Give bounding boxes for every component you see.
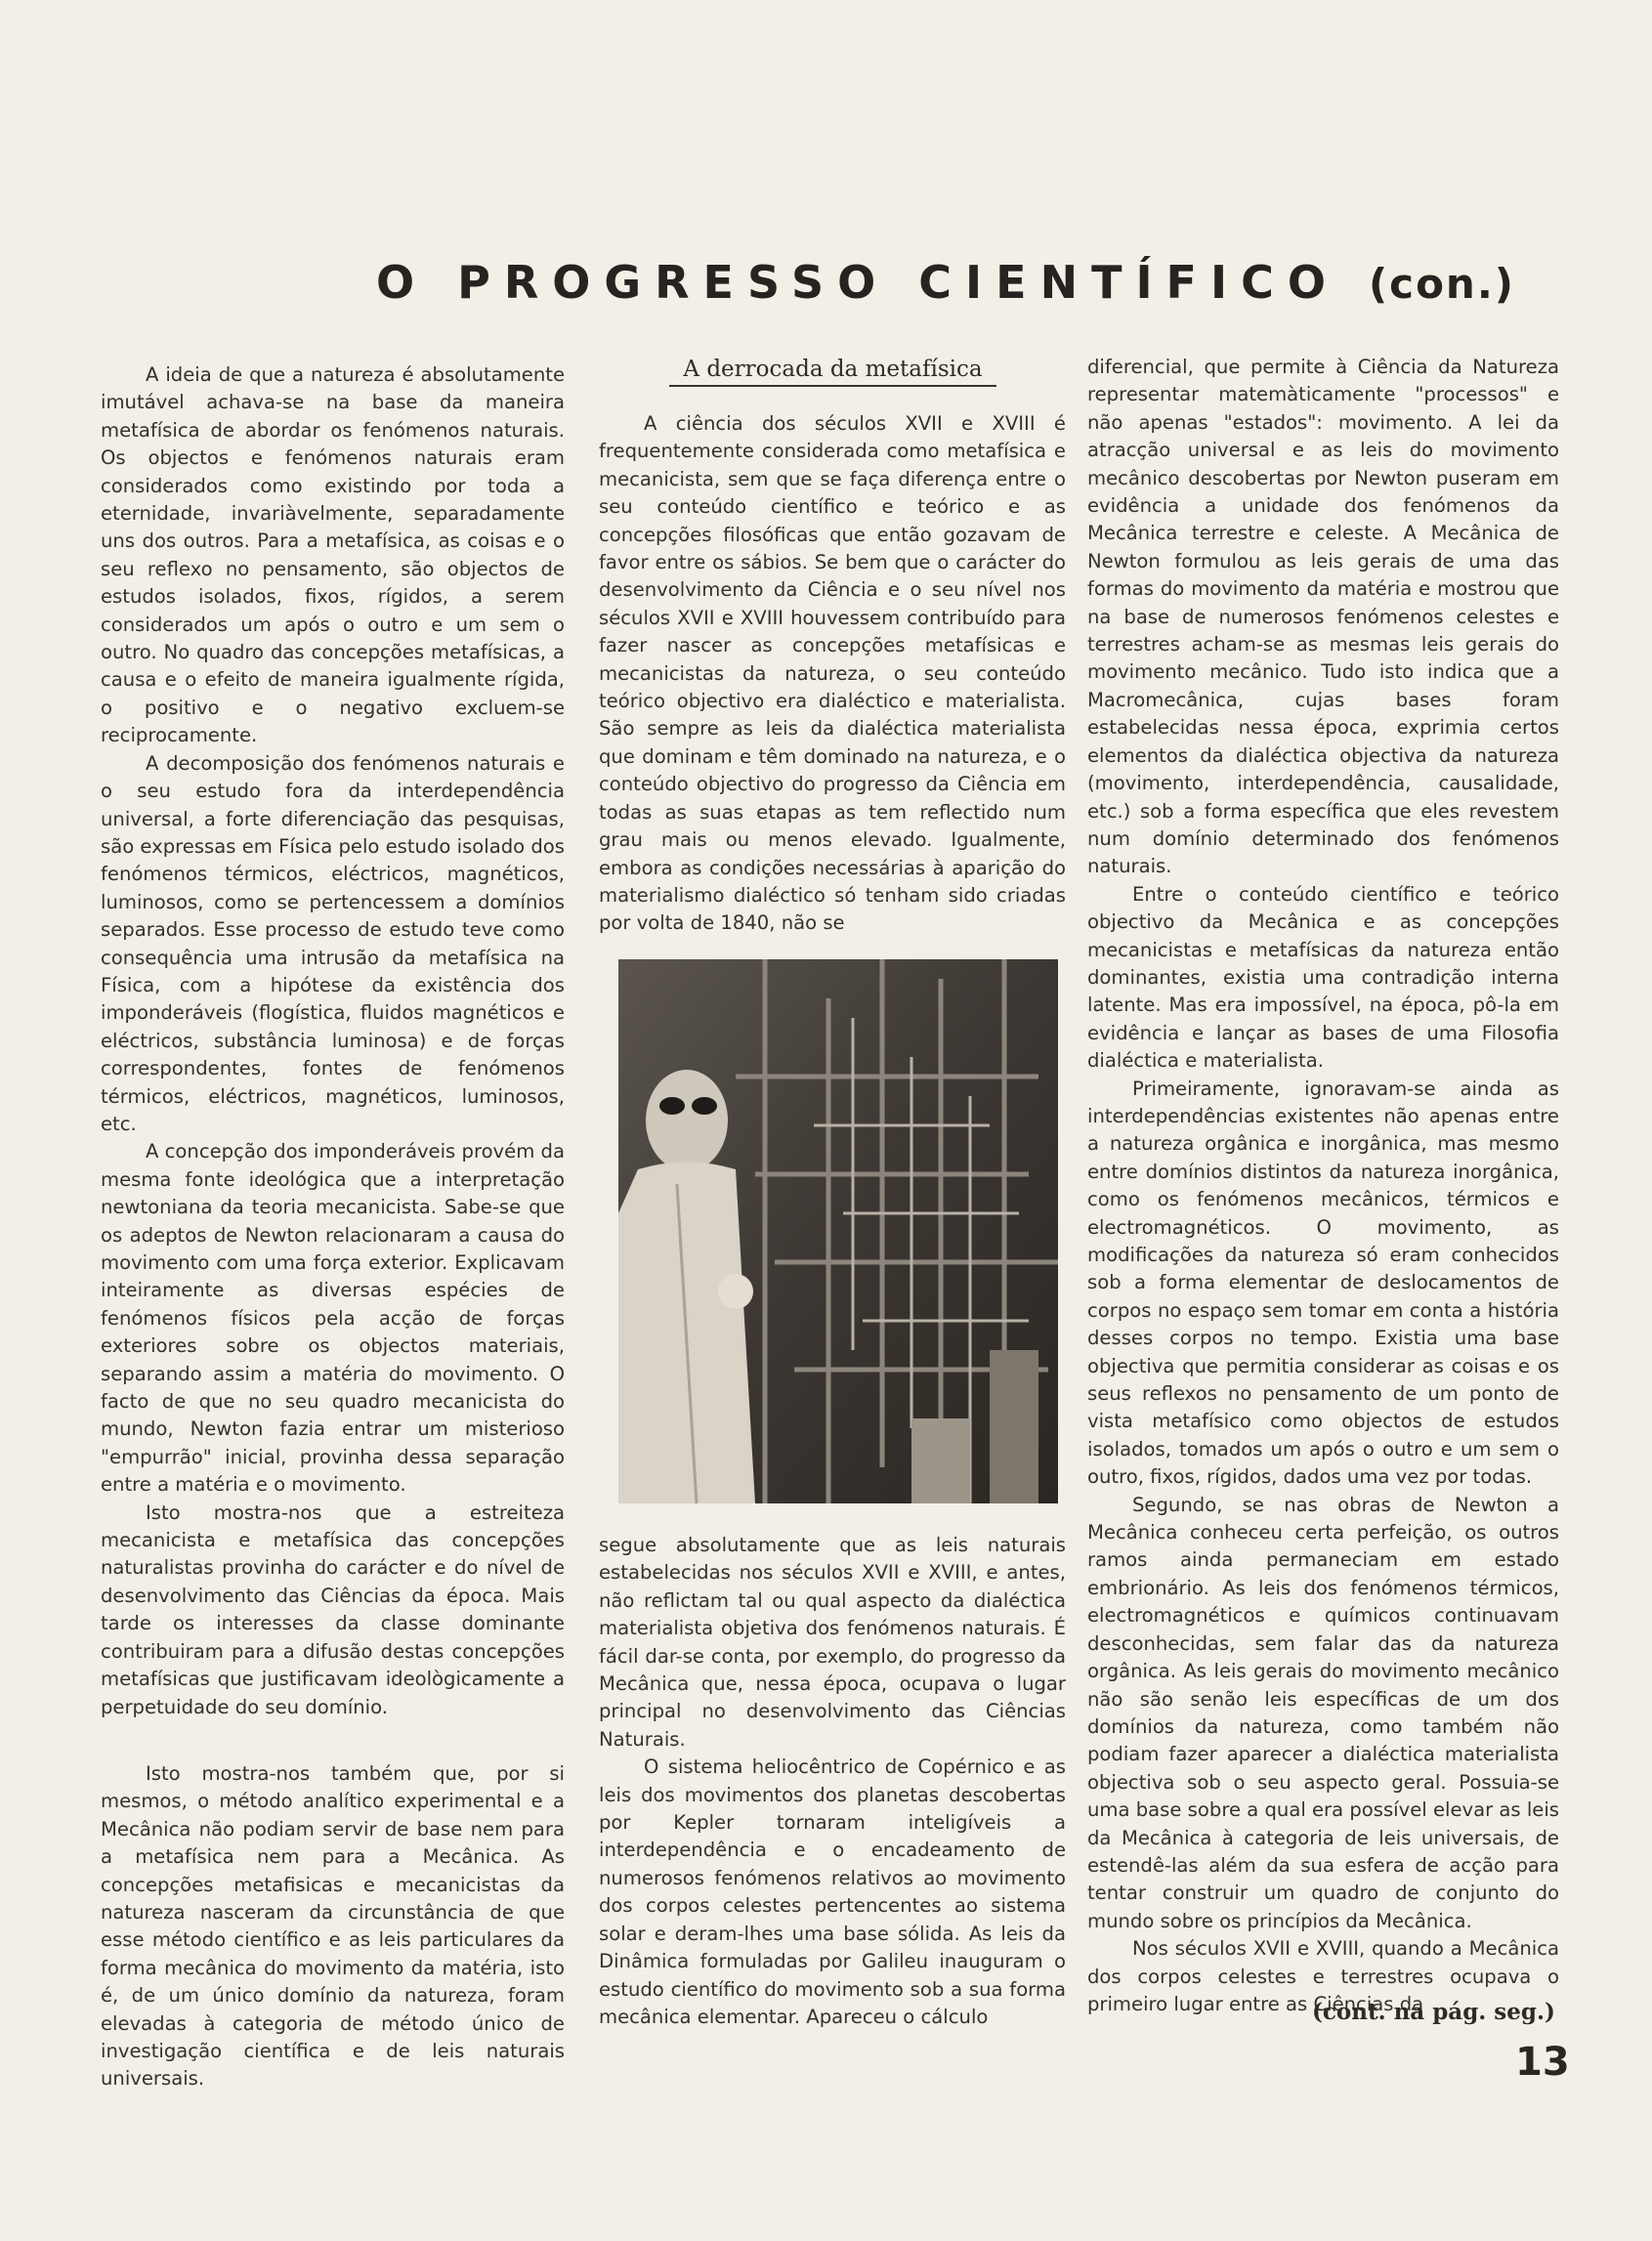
paragraph: Entre o conteúdo científico e teórico objectivo da Mecânica e as concepções mecanicistas e metafísicas da natureza então dominantes, existia uma contradição interna latente. Mas era impossível, na época, pô-la em evidência e lançar as bases de uma Filosofia dialéctica e materialista. <box>1087 882 1559 1073</box>
paragraph: Segundo, se nas obras de Newton a Mecânica conheceu certa perfeição, os outros ramos ainda permaneciam em estado embrionário. As leis dos fenómenos térmicos, electromagnéticos e químicos continuavam desconhecidas, sem falar das da natureza orgânica. As leis gerais do movimento mecânico não são senão leis específicas de um dos domínios da natureza, como também não podiam fazer aparecer a dialéctica materialista objectiva sob o seu aspecto geral. Possuia-se uma base sobre a qual era possível elevar as leis da Mecânica à categoria de leis universais, de estendê-las além da sua esfera de acção para tentar construir um quadro de conjunto do mundo sobre os princípios da Mecânica. <box>1087 1493 1559 1932</box>
paragraph: A concepção dos imponderáveis provém da mesma fonte ideológica que a interpretação newtoniana da teoria mecanicista. Sabe-se que os adeptos de Newton relacionaram a causa do movimento com uma força exterior. Explicavam inteiramente as diversas espécies de fenómenos físicos pela acção de forças exteriores sobre os objectos materiais, separando assim a matéria do movimento. O facto de que no seu quadro mecanicista do mundo, Newton fazia entrar um misterioso "empurrão" inicial, provinha dessa separação entre a matéria e o movimento. <box>101 1140 565 1497</box>
title-suffix: (con.) <box>1368 260 1515 308</box>
title-main: O PROGRESSO CIENTÍFICO <box>376 256 1339 309</box>
paragraph: A decomposição dos fenómenos naturais e o seu estudo fora da interdependência universal, a forte diferenciação das pesquisas, são expressas em Física pelo estudo isolado dos fenómenos térmicos, eléctricos, magnéticos, luminosos, como se pertencessem a domínios separados. Esse processo de estudo teve como consequência uma intrusão da metafísica na Física, com a hipótese da existência dos imponderáveis (flogística, fluidos magnéticos e eléctricos, substância luminosa) e de forças correspondentes, fontes de fenómenos térmicos, eléctricos, magnéticos, luminosos, etc. <box>101 751 566 1135</box>
photo-illustration <box>618 959 1058 1503</box>
paragraph: Isto mostra-nos também que, por si mesmos, o método analítico experimental e a Mecânica não podiam servir de base nem para a metafísica nem para a Mecânica. As concepções metafisicas e mecanicistas da natureza nasceram da circunstância de que esse método científico e as leis particulares da forma mecânica do movimento da matéria, isto é, de um único domínio da natureza, foram elevadas à categoria de método único de investigação científica e de leis naturais universais. <box>101 1761 565 2091</box>
paragraph: Primeiramente, ignoravam-se ainda as interdependências existentes não apenas entre a natureza orgânica e inorgânica, mas mesmo entre domínios distintos da natureza inorgânica, como os fenómenos mecânicos, térmicos e electromagnéticos. O movimento, as modificações da natureza só eram conhecidos sob a forma elementar de deslocamentos de corpos no espaço sem tomar em conta a história desses corpos no tempo. Existia uma base objectiva que permitia considerar as coisas e os seus reflexos no pensamento de um ponto de vista metafísico como objectos de estudos isolados, tomados um após o outro e um sem o outro, fixos, rígidos, dados uma vez por todas. <box>1087 1077 1559 1489</box>
column-middle-top <box>599 410 1066 938</box>
paragraph: A ciência dos séculos XVII e XVIII é frequentemente considerada como metafísica e mecanicista, sem que se faça diferença entre o seu conteúdo científico e teórico e as concepções filosóficas que então gozavam de favor entre os sábios. Se bem que o carácter do desenvolvimento da Ciência e o seu nível nos séculos XVII e XVIII houvessem contribuído para fazer nascer as concepções metafísicas e mecanicistas da natureza, o seu conteúdo teórico objectivo era dialéctico e materialista. São sempre as leis da dialéctica materialista que dominam e têm dominado na natureza, e o conteúdo objectivo do progresso da Ciência em todas as suas etapas as tem reflectido num grau mais ou menos elevado. Igualmente, embora as condições necessárias à aparição do materialismo dialéctico só tenham sido criadas por volta de 1840, não se <box>599 412 1066 935</box>
paragraph: segue absolutamente que as leis naturais estabelecidas nos séculos XVII e XVIII, e antes, não reflictam tal ou qual aspecto da dialéctica materialista objetiva dos fenómenos naturais. É fácil dar-se conta, por exemplo, do progresso da Mecânica que, nessa época, ocupava o lugar principal no desenvolvimento das Ciências Naturais. <box>599 1534 1066 1751</box>
article-title <box>376 256 1515 309</box>
column-left <box>101 361 565 2093</box>
continuation-note: (cont. na pág. seg.) <box>1312 1999 1555 2025</box>
column-right <box>1087 354 1559 2018</box>
paragraph: A ideia de que a natureza é absolutamente imutável achava-se na base da maneira metafísica de abordar os fenómenos naturais. Os objectos e fenómenos naturais eram considerados como existindo por toda a eternidade, invariàvelmente, separadamente uns dos outros. Para a metafísica, as coisas e o seu reflexo no pensamento, são objectos de estudos isolados, fixos, rígidos, a serem considerados um após o outro e um sem o outro. No quadro das concepções metafísicas, a causa e o efeito de maneira igualmente rígida, o positivo e o negativo excluem-se reciprocamente. <box>101 363 565 747</box>
column-middle-bottom <box>599 1532 1066 2031</box>
paragraph: O sistema heliocêntrico de Copérnico e as leis dos movimentos dos planetas descobertas por Kepler tornaram inteligíveis a interdependência e o encadeamento de numerosos fenómenos relativos ao movimento dos corpos celestes pertencentes ao sistema solar e deram-lhes uma base sólida. As leis da Dinâmica formuladas por Galileu inauguram o estudo científico do movimento sob a sua forma mecânica elementar. Apareceu o cálculo <box>599 1755 1066 2028</box>
paragraph: Nos séculos XVII e XVIII, quando a Mecânica dos corpos celestes e terrestres ocupava o primeiro lugar entre as Ciências da <box>1087 1937 1559 2015</box>
page-number: 13 <box>1515 2040 1570 2085</box>
paragraph: diferencial, que permite à Ciência da Natureza representar matemàticamente "processos" e não apenas "estados": movimento. A lei da atracção universal e as leis do movimento mecânico descobertas por Newton puseram em evidência a unidade dos fenómenos da Mecânica terrestre e celeste. A Mecânica de Newton formulou as leis gerais de uma das formas do movimento da matéria e mostrou que na base de numerosos fenómenos celestes e terrestres acham-se as mesmas leis gerais do movimento mecânico. Tudo isto indica que a Macromecânica, cujas bases foram estabelecidas nessa época, exprimia certos elementos da dialéctica objectiva da natureza (movimento, interdependência, causalidade, etc.) sob a forma específica que eles revestem num domínio determinado dos fenómenos naturais. <box>1087 356 1559 878</box>
laboratory-photo <box>618 959 1058 1503</box>
paragraph: Isto mostra-nos que a estreiteza mecanicista e metafísica das concepções naturalistas provinha do carácter e do nível de desenvolvimento das Ciências da época. Mais tarde os interesses da classe dominante contribuiram para a difusão destas concepções metafísicas que justificavam ideològicamente a perpetuidade do seu domínio. <box>101 1501 565 1718</box>
section-subheading: A derrocada da metafísica <box>669 357 996 387</box>
